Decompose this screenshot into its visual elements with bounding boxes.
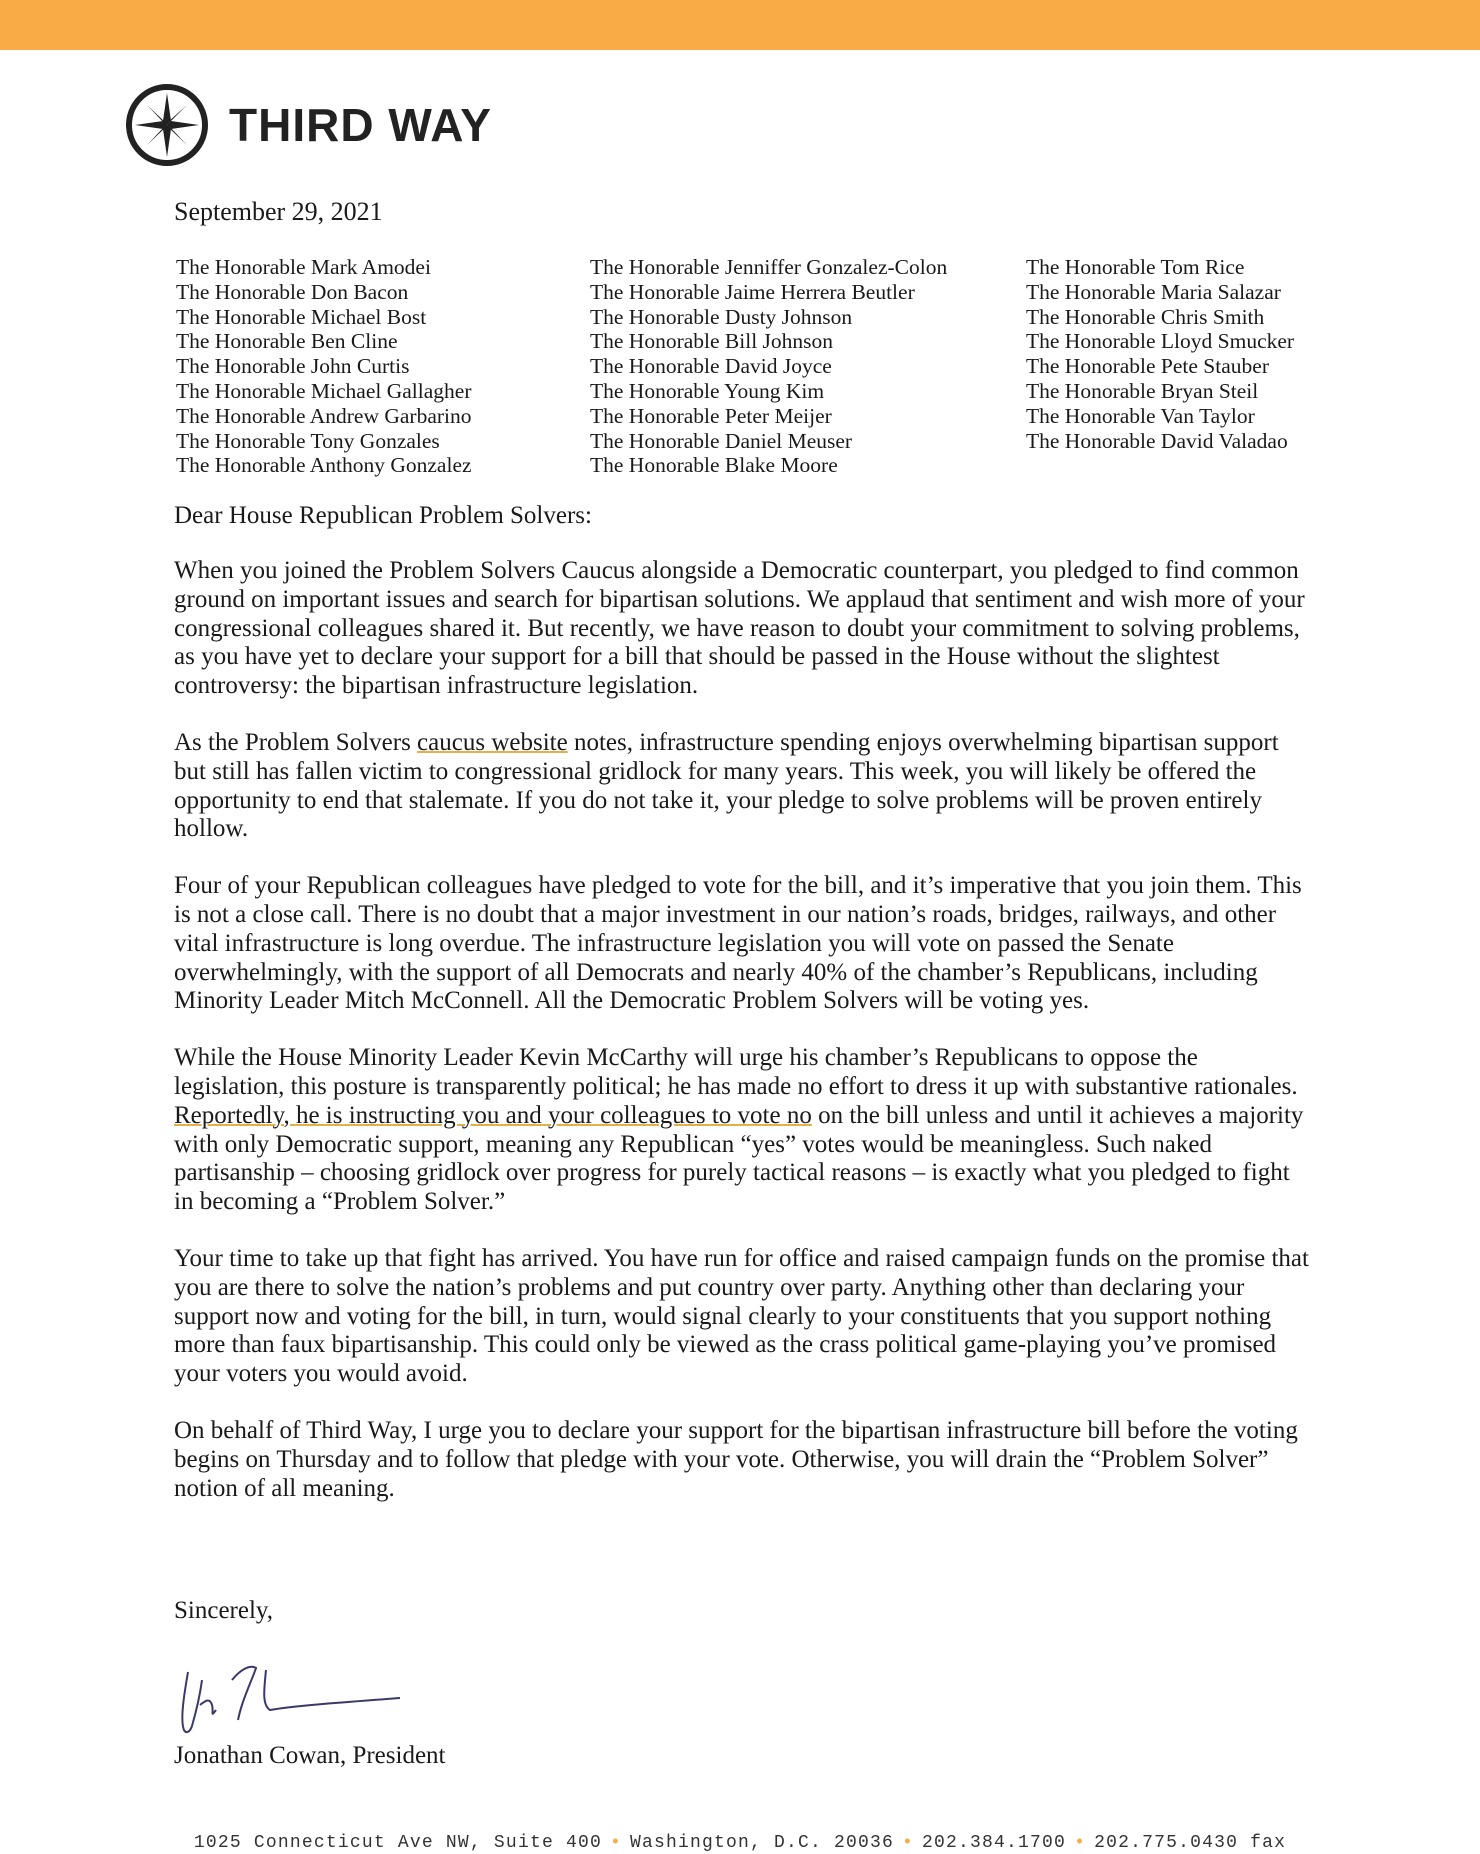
- addressee: The Honorable Michael Bost: [176, 304, 427, 329]
- addressee: The Honorable Bryan Steil: [1026, 378, 1259, 403]
- addressee: The Honorable Ben Cline: [176, 329, 398, 354]
- closing: Sincerely,: [174, 1597, 274, 1624]
- addressee: The Honorable Mark Amodei: [176, 255, 431, 279]
- footer-address: 1025 Connecticut Ave NW, Suite 400: [193, 1833, 602, 1853]
- addressee: The Honorable Jaime Herrera Beutler: [590, 279, 915, 304]
- paragraph-6: On behalf of Third Way, I urge you to declare your support for the bipartisan infrastructure bill before the voting begins on Thursday and to follow that pledge with your vote. Otherwise, you will drain the “Problem Solver” notion of all meaning.: [174, 1416, 1298, 1502]
- addressee: The Honorable John Curtis: [176, 354, 410, 379]
- footer-separator: •: [609, 1833, 622, 1853]
- addressee: The Honorable Van Taylor: [1026, 403, 1255, 428]
- addressee: The Honorable Peter Meijer: [590, 403, 832, 428]
- addressee: The Honorable Bill Johnson: [590, 329, 834, 354]
- addressee: The Honorable Anthony Gonzalez: [176, 453, 472, 478]
- footer-city: Washington, D.C. 20036: [629, 1833, 895, 1853]
- paragraph-text: While the House Minority Leader Kevin McCarthy will urge his chamber’s Republicans to oppose the legislation, this posture is transparently political; he has made no effort to dress it up with substantive rationales.: [174, 1044, 1298, 1100]
- caucus-website-link[interactable]: caucus website: [417, 728, 568, 756]
- paragraph-5: Your time to take up that fight has arrived. You have run for office and raised campaign funds on the promise that you are there to solve the nation’s problems and put country over party. Anything other than declaring your support now and voting for the bill, in turn, would signal clearly to your constituents that you support nothing more than faux bipartisanship. This could only be viewed as the crass political game-playing you’ve promised your voters you would avoid.: [174, 1244, 1309, 1388]
- addressee: The Honorable Jenniffer Gonzalez-Colon: [590, 255, 948, 279]
- addressee: The Honorable Young Kim: [590, 378, 825, 403]
- addressee-column-1: [176, 255, 472, 478]
- addressee: The Honorable Lloyd Smucker: [1026, 329, 1295, 354]
- addressee: The Honorable Blake Moore: [590, 453, 838, 478]
- paragraph-text: notes, infrastructure spending enjoys overwhelming bipartisan support but still has fallen victim to congressional gridlock for many years. This week, you will likely be offered the opportunity to end that stalemate. If you do not take it, your pledge to solve problems will be proven entirely hollow.: [174, 728, 1279, 843]
- paragraph-4: [174, 1044, 1314, 1217]
- reportedly-link[interactable]: Reportedly, he is instructing you and your colleagues to vote no: [174, 1101, 812, 1129]
- addressee: The Honorable Pete Stauber: [1026, 354, 1269, 379]
- addressee-block: [0, 255, 1480, 485]
- paragraph-2: [174, 729, 1314, 844]
- addressee-column-3: [1026, 255, 1294, 453]
- addressee: The Honorable Tom Rice: [1026, 255, 1245, 279]
- top-accent-bar: [0, 0, 1480, 50]
- letter-date: September 29, 2021: [174, 197, 383, 226]
- addressee: The Honorable David Joyce: [590, 354, 832, 379]
- footer-phone: 202.384.1700: [922, 1833, 1067, 1853]
- addressee-column-2: [590, 255, 947, 478]
- brand-name: THIRD WAY: [229, 99, 492, 151]
- footer-separator: •: [902, 1833, 915, 1853]
- signer-name: Jonathan Cowan, President: [174, 1742, 446, 1769]
- addressee: The Honorable David Valadao: [1026, 428, 1288, 453]
- paragraph-text: As the Problem Solvers: [174, 728, 418, 756]
- addressee: The Honorable Andrew Garbarino: [176, 403, 472, 428]
- signature-image: [170, 1650, 410, 1740]
- paragraph-text: on the bill unless and until it achieves a majority with only Democratic support, meaning any Republican “yes” votes would be meaningless. Such naked partisanship – choosing gridlock over progress for purely tactical reasons – is exactly what you pledged to fight in becoming a “Problem Solver.”: [174, 1101, 1304, 1216]
- salutation: Dear House Republican Problem Solvers:: [174, 502, 592, 529]
- paragraph-3: Four of your Republican colleagues have pledged to vote for the bill, and it’s imperative that you join them. This is not a close call. There is no doubt that a major investment in our nation’s roads, bridges, railways, and other vital infrastructure is long overdue. The infrastructure legislation you will vote on passed the Senate overwhelmingly, with the support of all Democrats and nearly 40% of the chamber’s Republicans, including Minority Leader Mitch McConnell. All the Democratic Problem Solvers will be voting yes.: [174, 872, 1302, 1015]
- addressee: The Honorable Maria Salazar: [1026, 279, 1281, 304]
- letter-body: [174, 557, 1314, 1531]
- addressee: The Honorable Daniel Meuser: [590, 428, 853, 453]
- logo: [125, 82, 492, 168]
- compass-star-icon: [125, 83, 209, 167]
- footer-fax: 202.775.0430 fax: [1094, 1833, 1287, 1853]
- addressee: The Honorable Tony Gonzales: [176, 428, 440, 453]
- paragraph-1: When you joined the Problem Solvers Caucus alongside a Democratic counterpart, you pledged to find common ground on important issues and search for bipartisan solutions. We applaud that sentiment and wish more of your congressional colleagues shared it. But recently, we have reason to doubt your commitment to solving problems, as you have yet to declare your support for a bill that should be passed in the House without the slightest controversy: the bipartisan infrastructure legislation.: [174, 557, 1305, 700]
- addressee: The Honorable Don Bacon: [176, 279, 409, 304]
- addressee: The Honorable Michael Gallagher: [176, 378, 472, 403]
- addressee: The Honorable Dusty Johnson: [590, 304, 853, 329]
- footer-contact: [0, 1833, 1480, 1853]
- addressee: The Honorable Chris Smith: [1026, 304, 1265, 329]
- footer-separator: •: [1074, 1833, 1087, 1853]
